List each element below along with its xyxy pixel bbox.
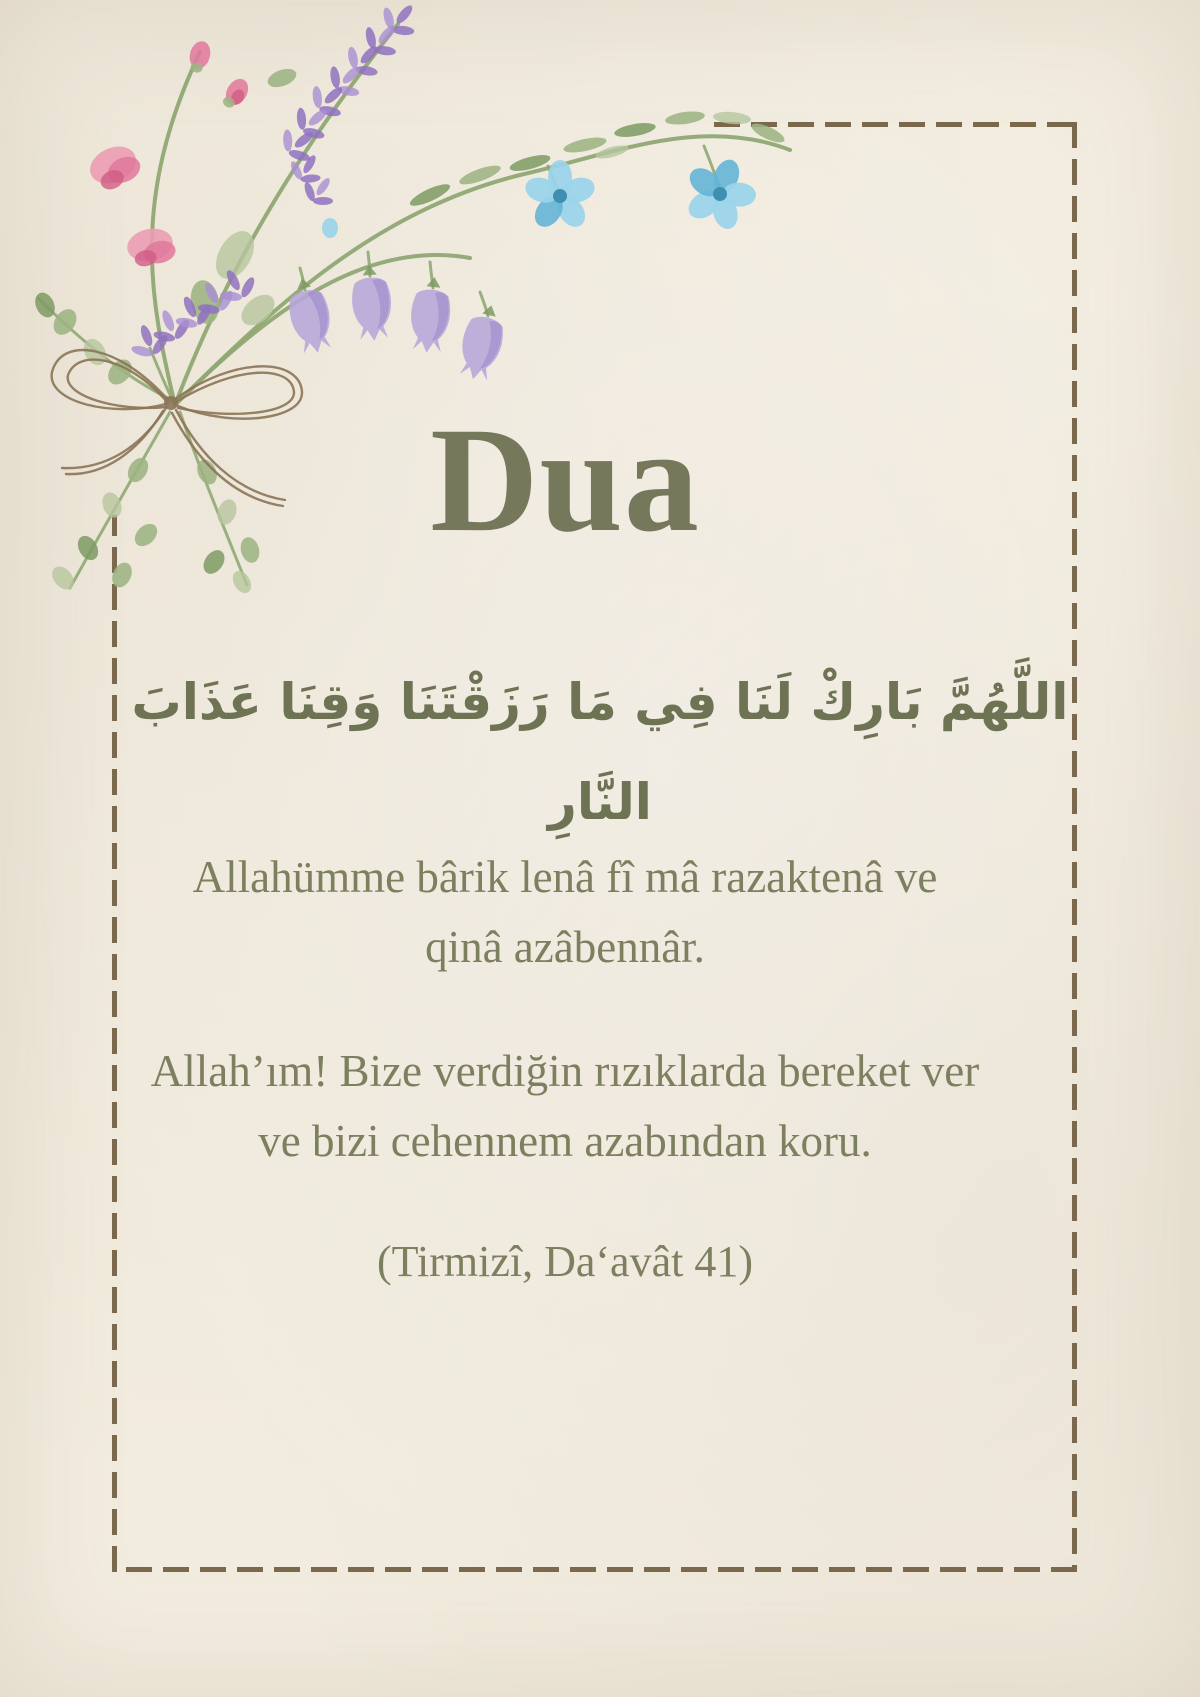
turkish-translation-text [60,1036,1070,1176]
arabic-prayer-text: اللَّهُمَّ بَارِكْ لَنَا فِي مَا رَزَقْتَنَا وَقِنَا عَذَابَ النَّارِ [131,673,1069,831]
transliteration-line: Allahümme bârik lenâ fî mâ razaktenâ ve [192,852,938,902]
source-citation: (Tirmizî, Daʻavât 41) [377,1237,753,1286]
bellflowers [283,218,510,384]
blue-flax-flowers [522,147,768,241]
transliteration-line: qinâ azâbennâr. [425,922,705,972]
page-title: Dua [430,397,700,563]
pink-snapdragons [84,39,253,269]
translation-line: ve bizi cehennem azabından koru. [258,1116,872,1166]
translation-line: Allah’ım! Bize verdiğin rızıklarda bereket ver [150,1046,980,1096]
transliteration-text [60,842,1070,982]
